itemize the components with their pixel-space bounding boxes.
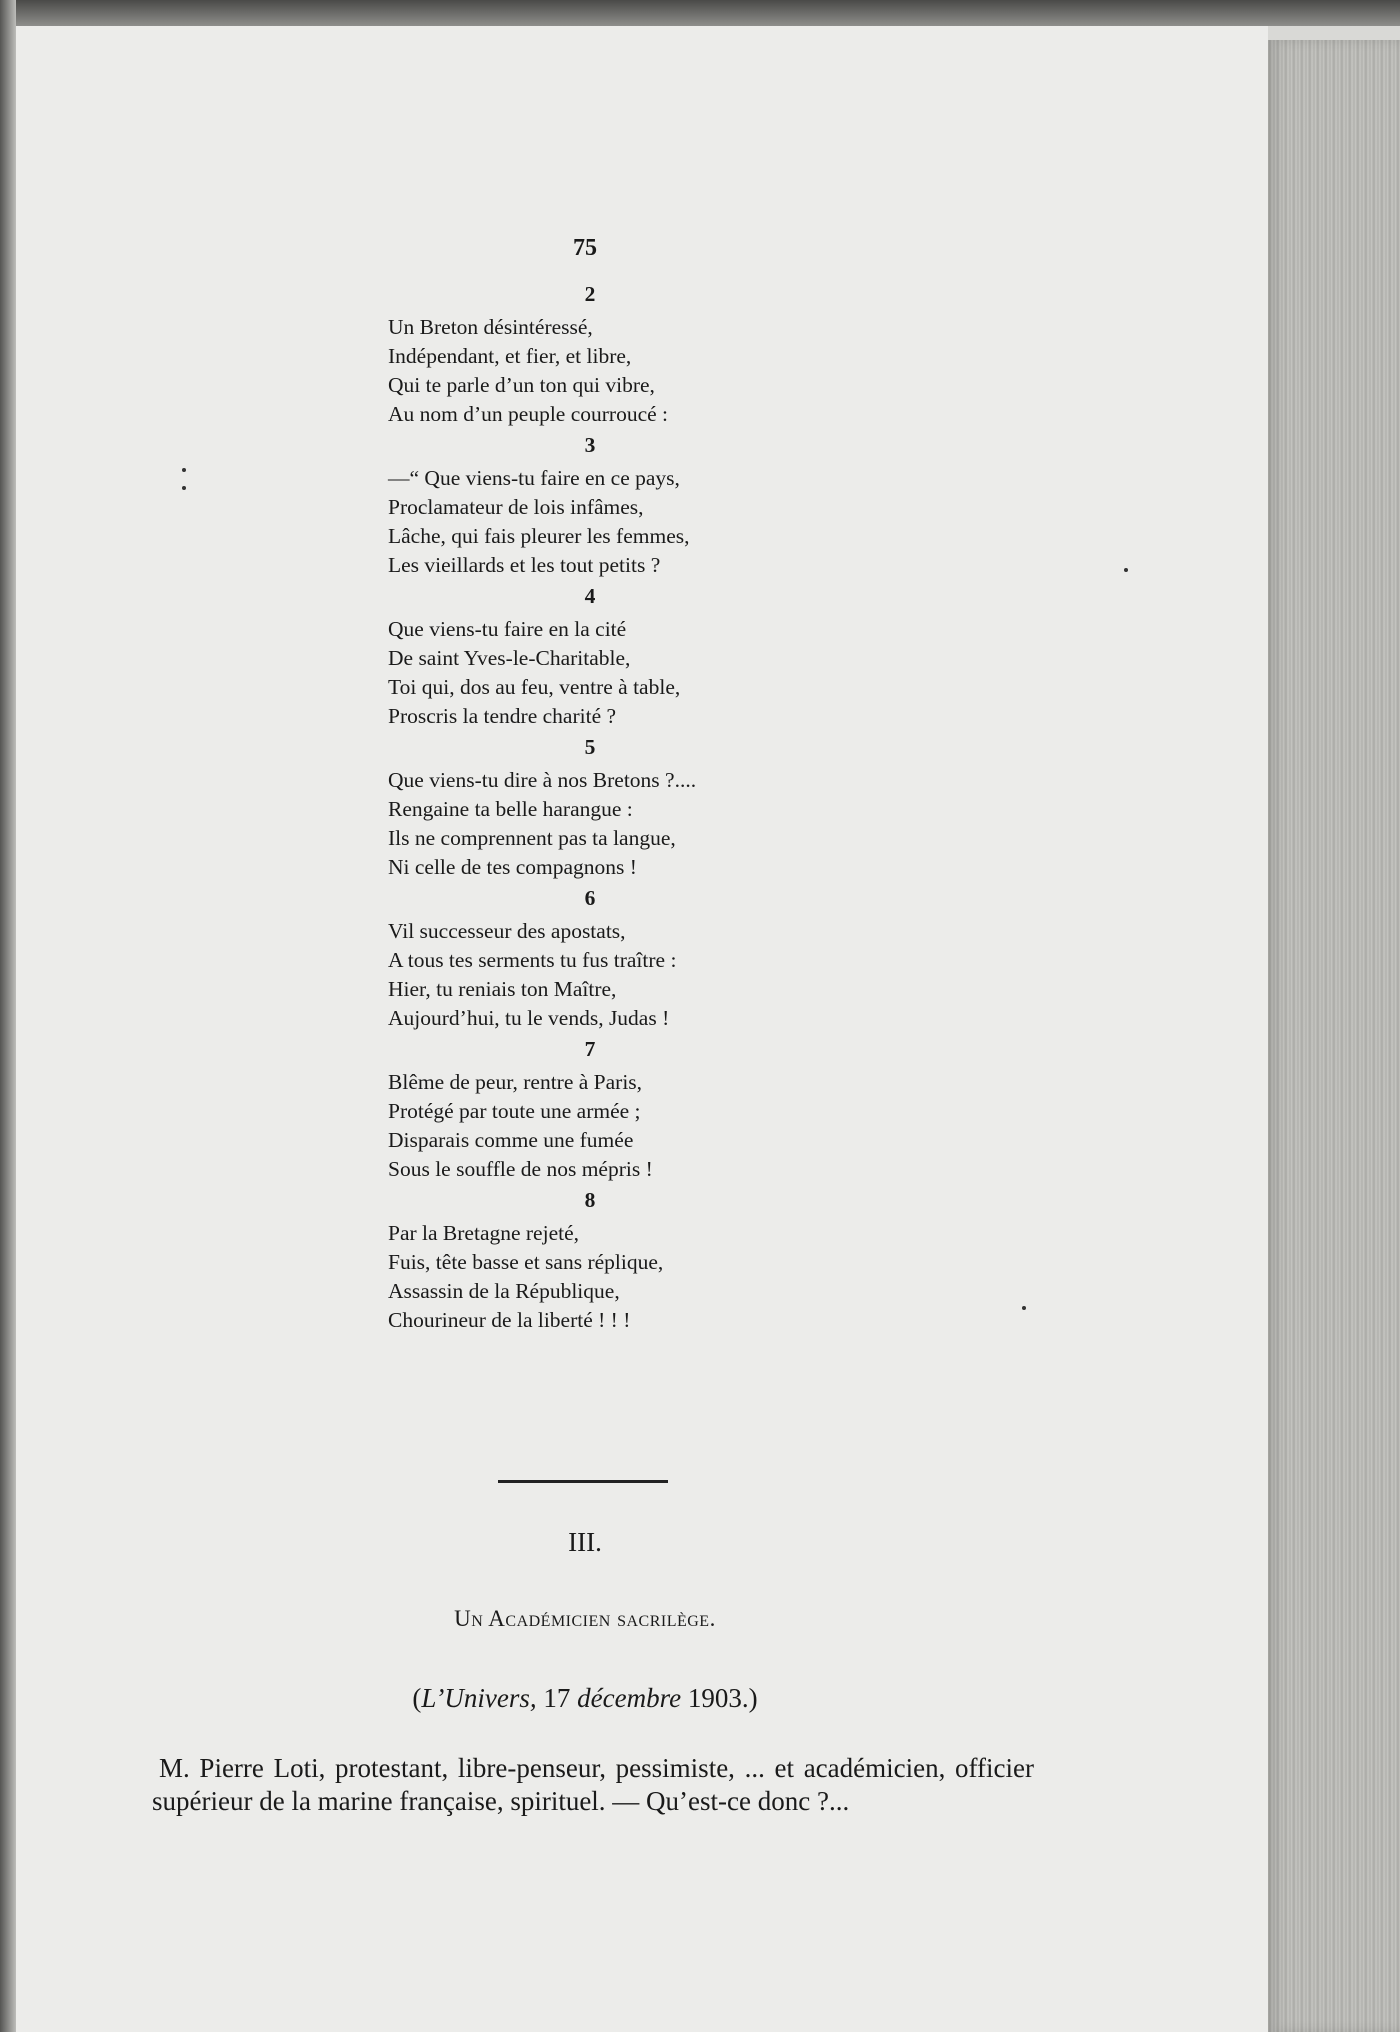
verse-line: Au nom d’un peuple courroucé : <box>388 402 669 426</box>
source-citation <box>300 1683 870 1714</box>
verse-line: Un Breton désintéressé, <box>388 315 593 339</box>
source-day: 17 <box>536 1683 578 1713</box>
verse-line: De saint Yves-le-Charitable, <box>388 646 631 670</box>
verse-line: Vil successeur des apostats, <box>388 919 626 943</box>
verse-line: Hier, tu reniais ton Maître, <box>388 977 617 1001</box>
stanza-number: 6 <box>584 886 596 910</box>
body-paragraph: M. Pierre Loti, protestant, libre-penseur, pessimiste, ... et académicien, officier supérieur de la marine française, spirituel. — Qu’est-ce donc ?... <box>152 1753 1034 1816</box>
verse-line: Disparais comme une fumée <box>388 1128 634 1152</box>
verse-line: Ni celle de tes compagnons ! <box>388 855 637 879</box>
verse-line: Que viens-tu dire à nos Bretons ?.... <box>388 768 697 792</box>
section-number: III. <box>568 1527 602 1557</box>
stanza-number: 3 <box>584 433 596 457</box>
book-page-edges <box>1268 40 1400 2032</box>
verse-line: Sous le souffle de nos mépris ! <box>388 1157 653 1181</box>
stanza-number: 8 <box>584 1188 596 1212</box>
verse-line: A tous tes serments tu fus traître : <box>388 948 677 972</box>
section-title: Un Académicien sacrilège. <box>454 1606 716 1631</box>
scan-speck <box>1022 1306 1026 1310</box>
source-month: décembre <box>577 1683 682 1713</box>
scan-speck <box>1124 568 1128 572</box>
verse-line: Assassin de la République, <box>388 1279 620 1303</box>
verse-line: Proscris la tendre charité ? <box>388 704 617 728</box>
verse-line: Par la Bretagne rejeté, <box>388 1221 580 1245</box>
stanza-number: 5 <box>584 735 596 759</box>
page-number: 75 <box>573 235 597 261</box>
verse-line: Que viens-tu faire en la cité <box>388 617 627 641</box>
stanza-number: 7 <box>584 1037 596 1061</box>
stanza-number: 2 <box>584 282 596 306</box>
verse-line: Toi qui, dos au feu, ventre à table, <box>388 675 681 699</box>
verse-line: Lâche, qui fais pleurer les femmes, <box>388 524 690 548</box>
verse-line: Chourineur de la liberté ! ! ! <box>388 1308 631 1332</box>
section-divider <box>498 1480 668 1483</box>
source-publication: L’Univers, <box>421 1683 537 1713</box>
verse-line: Indépendant, et fier, et libre, <box>388 344 632 368</box>
verse-line: Proclamateur de lois infâmes, <box>388 495 644 519</box>
scan-top-border <box>0 0 1400 26</box>
scan-left-border <box>0 0 16 2032</box>
stanza-number: 4 <box>584 584 596 608</box>
verse-line: Aujourd’hui, tu le vends, Judas ! <box>388 1006 670 1030</box>
poem <box>388 280 818 1335</box>
verse-line: Les vieillards et les tout petits ? <box>388 553 661 577</box>
scan-speck <box>182 486 186 490</box>
verse-line: Protégé par toute une armée ; <box>388 1099 641 1123</box>
source-year: 1903.) <box>681 1683 758 1713</box>
verse-line: —“ Que viens-tu faire en ce pays, <box>388 466 680 490</box>
verse-line: Fuis, tête basse et sans réplique, <box>388 1250 664 1274</box>
source-open: ( <box>412 1683 422 1713</box>
verse-line: Blême de peur, rentre à Paris, <box>388 1070 643 1094</box>
scan-speck <box>182 468 186 472</box>
verse-line: Qui te parle d’un ton qui vibre, <box>388 373 655 397</box>
verse-line: Rengaine ta belle harangue : <box>388 797 633 821</box>
verse-line: Ils ne comprennent pas ta langue, <box>388 826 676 850</box>
